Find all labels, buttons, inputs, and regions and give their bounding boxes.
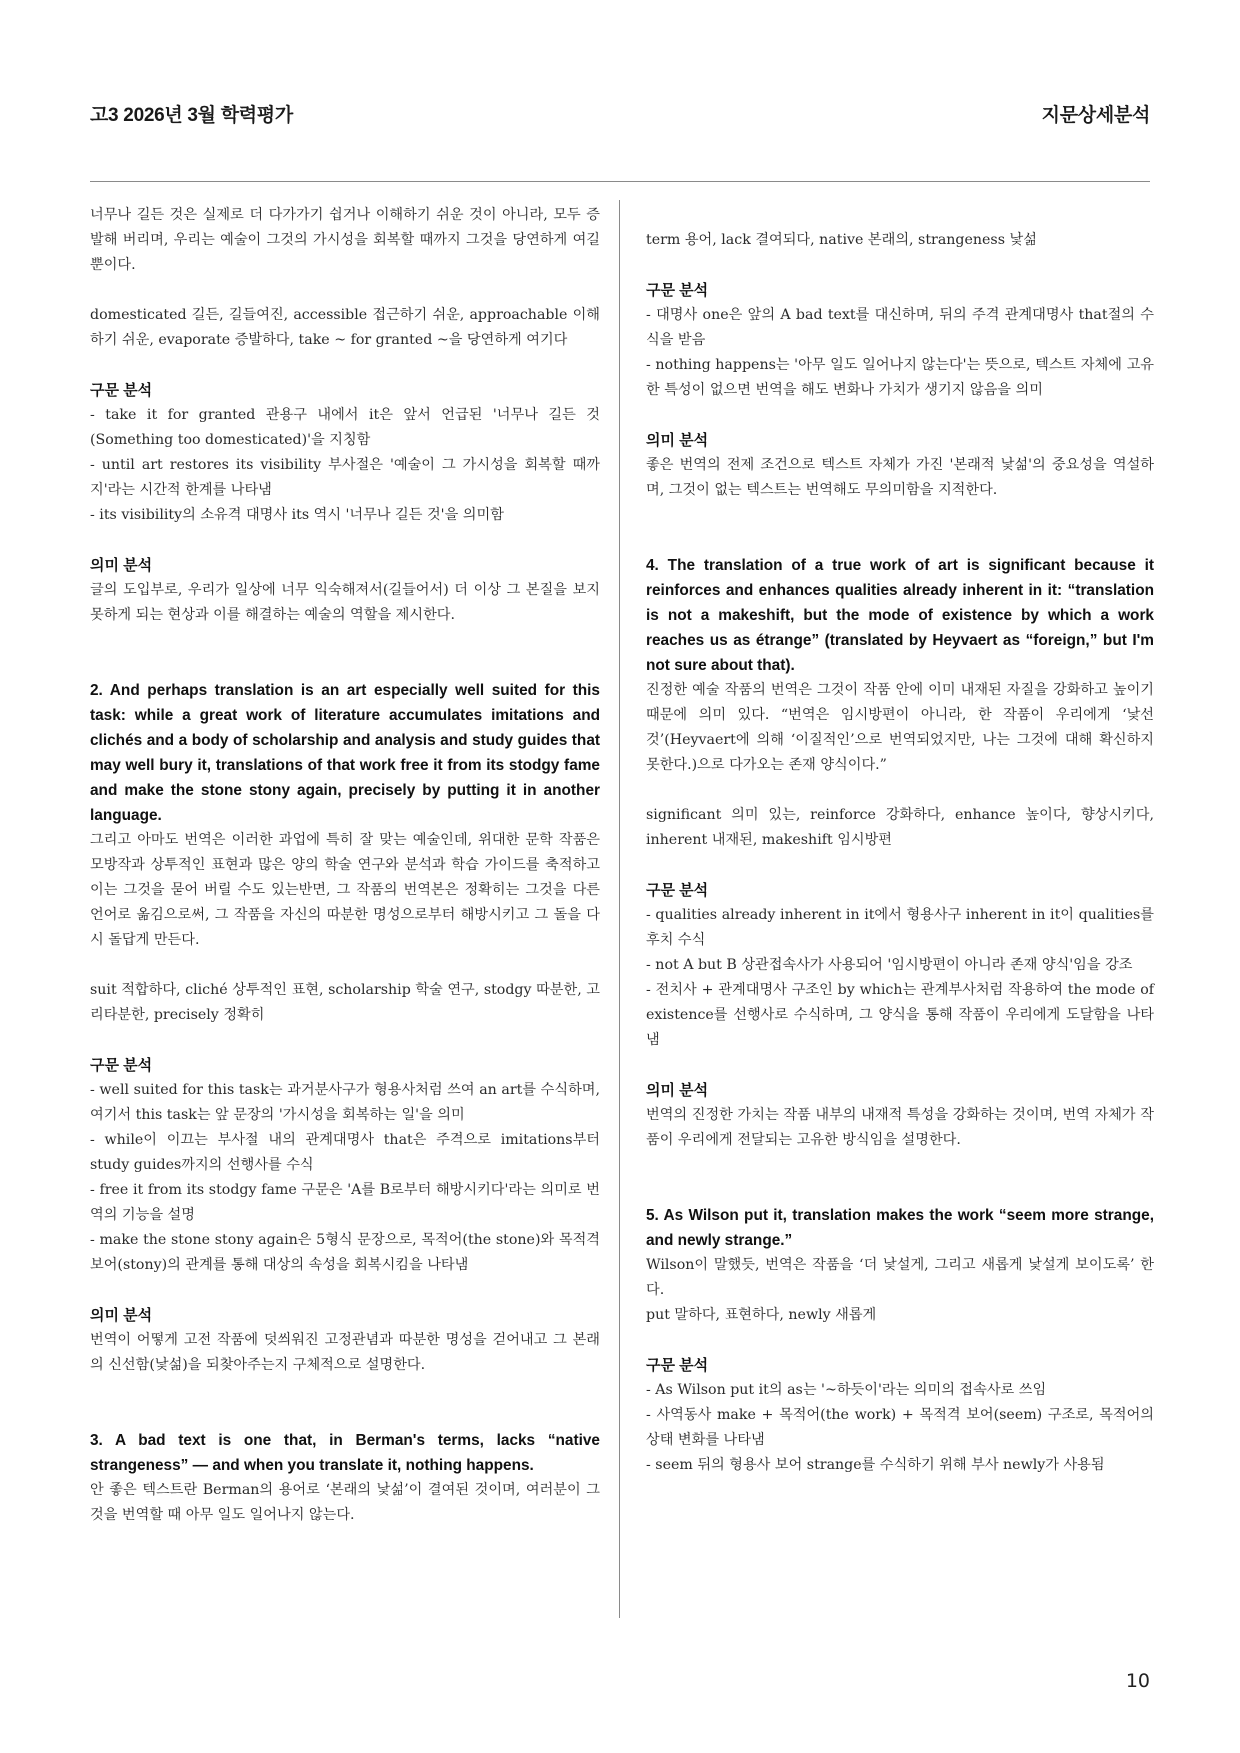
syntax-item: - 사역동사 make + 목적어(the work) + 목적격 보어(seem) 구조로, 목적어의 상태 변화를 나타냄 <box>646 1407 1154 1448</box>
sentence-4-translation: 진정한 예술 작품의 번역은 그것이 작품 안에 이미 내재된 자질을 강화하고 높이기 때문에 의미 있다. “번역은 임시방편이 아니라, 한 작품이 우리에게 ‘낯선 것’(Heyvaert에 의해 ‘이질적인’으로 번역되었지만, 나는 그것에 대해 확신하지 못한다.)으로 다가오는 존재 양식이다.” <box>646 682 1154 773</box>
right-column <box>646 203 1154 1478</box>
page-number: 10 <box>1125 1670 1150 1692</box>
syntax-item: - well suited for this task는 과거분사구가 형용사처럼 쓰여 an art를 수식하며, 여기서 this task는 앞 문장의 '가시성을 회복하는 일'을 의미 <box>90 1082 600 1123</box>
sentence-3-vocab: term 용어, lack 결여되다, native 본래의, strangeness 낯섦 <box>646 232 1037 248</box>
sentence-5: 5. As Wilson put it, translation makes the work “seem more strange, and newly strange.” <box>646 1207 1154 1249</box>
syntax-item: - seem 뒤의 형용사 보어 strange를 수식하기 위해 부사 newly가 사용됨 <box>646 1457 1105 1473</box>
meaning-text: 번역의 진정한 가치는 작품 내부의 내재적 특성을 강화하는 것이며, 번역 자체가 작품이 우리에게 전달되는 고유한 방식임을 설명한다. <box>646 1107 1154 1148</box>
syntax-heading: 구문 분석 <box>90 1057 153 1074</box>
sentence-4: 4. The translation of a true work of art is significant because it reinforces and enhances qualities already inherent in it: “translation is not a makeshift, but the mode of existence by which a work reaches us as étrange” (translated by Heyvaert as “foreign,” but I'm not sure about that). <box>646 557 1154 674</box>
left-column <box>90 203 600 1528</box>
sentence-2-vocab: suit 적합하다, cliché 상투적인 표현, scholarship 학술 연구, stodgy 따분한, 고리타분한, precisely 정확히 <box>90 982 600 1023</box>
syntax-heading: 구문 분석 <box>646 1357 709 1374</box>
syntax-item: - until art restores its visibility 부사절은 '예술이 그 가시성을 회복할 때까지'라는 시간적 한계를 나타냄 <box>90 457 600 498</box>
exam-title: 고3 2026년 3월 학력평가 <box>90 105 293 126</box>
syntax-item: - nothing happens는 '아무 일도 일어나지 않는다'는 뜻으로, 텍스트 자체에 고유한 특성이 없으면 번역을 해도 변화나 가치가 생기지 않음을 의미 <box>646 357 1154 398</box>
syntax-item: - 전치사 + 관계대명사 구조인 by which는 관계부사처럼 작용하여 the mode of existence를 선행사로 수식하며, 그 양식을 통해 작품이 우리에게 도달함을 나타냄 <box>646 982 1154 1048</box>
syntax-item: - not A but B 상관접속사가 사용되어 '임시방편이 아니라 존재 양식'임을 강조 <box>646 957 1133 973</box>
sentence-2-translation: 그리고 아마도 번역은 이러한 과업에 특히 잘 맞는 예술인데, 위대한 문학 작품은 모방작과 상투적인 표현과 많은 양의 학술 연구와 분석과 학습 가이드를 축적하고 이는 그것을 묻어 버릴 수도 있는반면, 그 작품의 번역본은 정확히는 그것을 다른 언어로 옮김으로써, 그 작품을 자신의 따분한 명성으로부터 해방시키고 그 돌을 다시 돌답게 만든다. <box>90 832 600 948</box>
meaning-heading: 의미 분석 <box>90 557 153 574</box>
meaning-heading: 의미 분석 <box>90 1307 153 1324</box>
syntax-item: - 대명사 one은 앞의 A bad text를 대신하며, 뒤의 주격 관계대명사 that절의 수식을 받음 <box>646 307 1154 348</box>
meaning-text: 글의 도입부로, 우리가 일상에 너무 익숙해져서(길들어서) 더 이상 그 본질을 보지 못하게 되는 현상과 이를 해결하는 예술의 역할을 제시한다. <box>90 582 600 623</box>
sentence-3: 3. A bad text is one that, in Berman's terms, lacks “native strangeness” — and when you translate it, nothing happens. <box>90 1432 600 1474</box>
meaning-heading: 의미 분석 <box>646 432 709 449</box>
page-header <box>90 100 1150 130</box>
syntax-item: - take it for granted 관용구 내에서 it은 앞서 언급된 '너무나 길든 것(Something too domesticated)'을 지칭함 <box>90 407 600 448</box>
sentence-2: 2. And perhaps translation is an art especially well suited for this task: while a great work of literature accumulates imitations and clichés and a body of scholarship and analysis and study guides that may well bury it, translations of that work free it from its stodgy fame and make the stone stony again, precisely by putting it in another language. <box>90 682 600 824</box>
sentence-5-vocab: put 말하다, 표현하다, newly 새롭게 <box>646 1307 877 1323</box>
meaning-heading: 의미 분석 <box>646 1082 709 1099</box>
syntax-item: - free it from its stodgy fame 구문은 'A를 B로부터 해방시키다'라는 의미로 번역의 기능을 설명 <box>90 1182 600 1223</box>
header-divider <box>90 181 1150 182</box>
intro-vocab: domesticated 길든, 길들여진, accessible 접근하기 쉬운, approachable 이해하기 쉬운, evaporate 증발하다, take ~ for granted ~을 당연하게 여기다 <box>90 307 600 348</box>
intro-translation: 너무나 길든 것은 실제로 더 다가가기 쉽거나 이해하기 쉬운 것이 아니라, 모두 증발해 버리며, 우리는 예술이 그것의 가시성을 회복할 때까지 그것을 당연하게 여길 뿐이다. <box>90 207 600 273</box>
sentence-3-translation: 안 좋은 텍스트란 Berman의 용어로 ‘본래의 낯섦’이 결여된 것이며, 여러분이 그것을 번역할 때 아무 일도 일어나지 않는다. <box>90 1482 600 1523</box>
syntax-heading: 구문 분석 <box>90 382 153 399</box>
syntax-item: - while이 이끄는 부사절 내의 관계대명사 that은 주격으로 imitations부터 study guides까지의 선행사를 수식 <box>90 1132 600 1173</box>
column-divider <box>619 200 620 1618</box>
sentence-4-vocab: significant 의미 있는, reinforce 강화하다, enhance 높이다, 향상시키다, inherent 내재된, makeshift 임시방편 <box>646 807 1154 848</box>
section-title: 지문상세분석 <box>1041 105 1150 126</box>
sentence-5-translation: Wilson이 말했듯, 번역은 작품을 ‘더 낯설게, 그리고 새롭게 낯설게 보이도록’ 한다. <box>646 1257 1154 1298</box>
syntax-item: - its visibility의 소유격 대명사 its 역시 '너무나 길든 것'을 의미함 <box>90 507 504 523</box>
meaning-text: 좋은 번역의 전제 조건으로 텍스트 자체가 가진 '본래적 낯섦'의 중요성을 역설하며, 그것이 없는 텍스트는 번역해도 무의미함을 지적한다. <box>646 457 1154 498</box>
syntax-heading: 구문 분석 <box>646 882 709 899</box>
syntax-item: - make the stone stony again은 5형식 문장으로, 목적어(the stone)와 목적격 보어(stony)의 관계를 통해 대상의 속성을 회복시킴을 나타냄 <box>90 1232 600 1273</box>
syntax-item: - As Wilson put it의 as는 '~하듯이'라는 의미의 접속사로 쓰임 <box>646 1382 1047 1398</box>
meaning-text: 번역이 어떻게 고전 작품에 덧씌워진 고정관념과 따분한 명성을 걷어내고 그 본래의 신선함(낯섦)을 되찾아주는지 구체적으로 설명한다. <box>90 1332 600 1373</box>
syntax-item: - qualities already inherent in it에서 형용사구 inherent in it이 qualities를 후치 수식 <box>646 907 1154 948</box>
syntax-heading: 구문 분석 <box>646 282 709 299</box>
